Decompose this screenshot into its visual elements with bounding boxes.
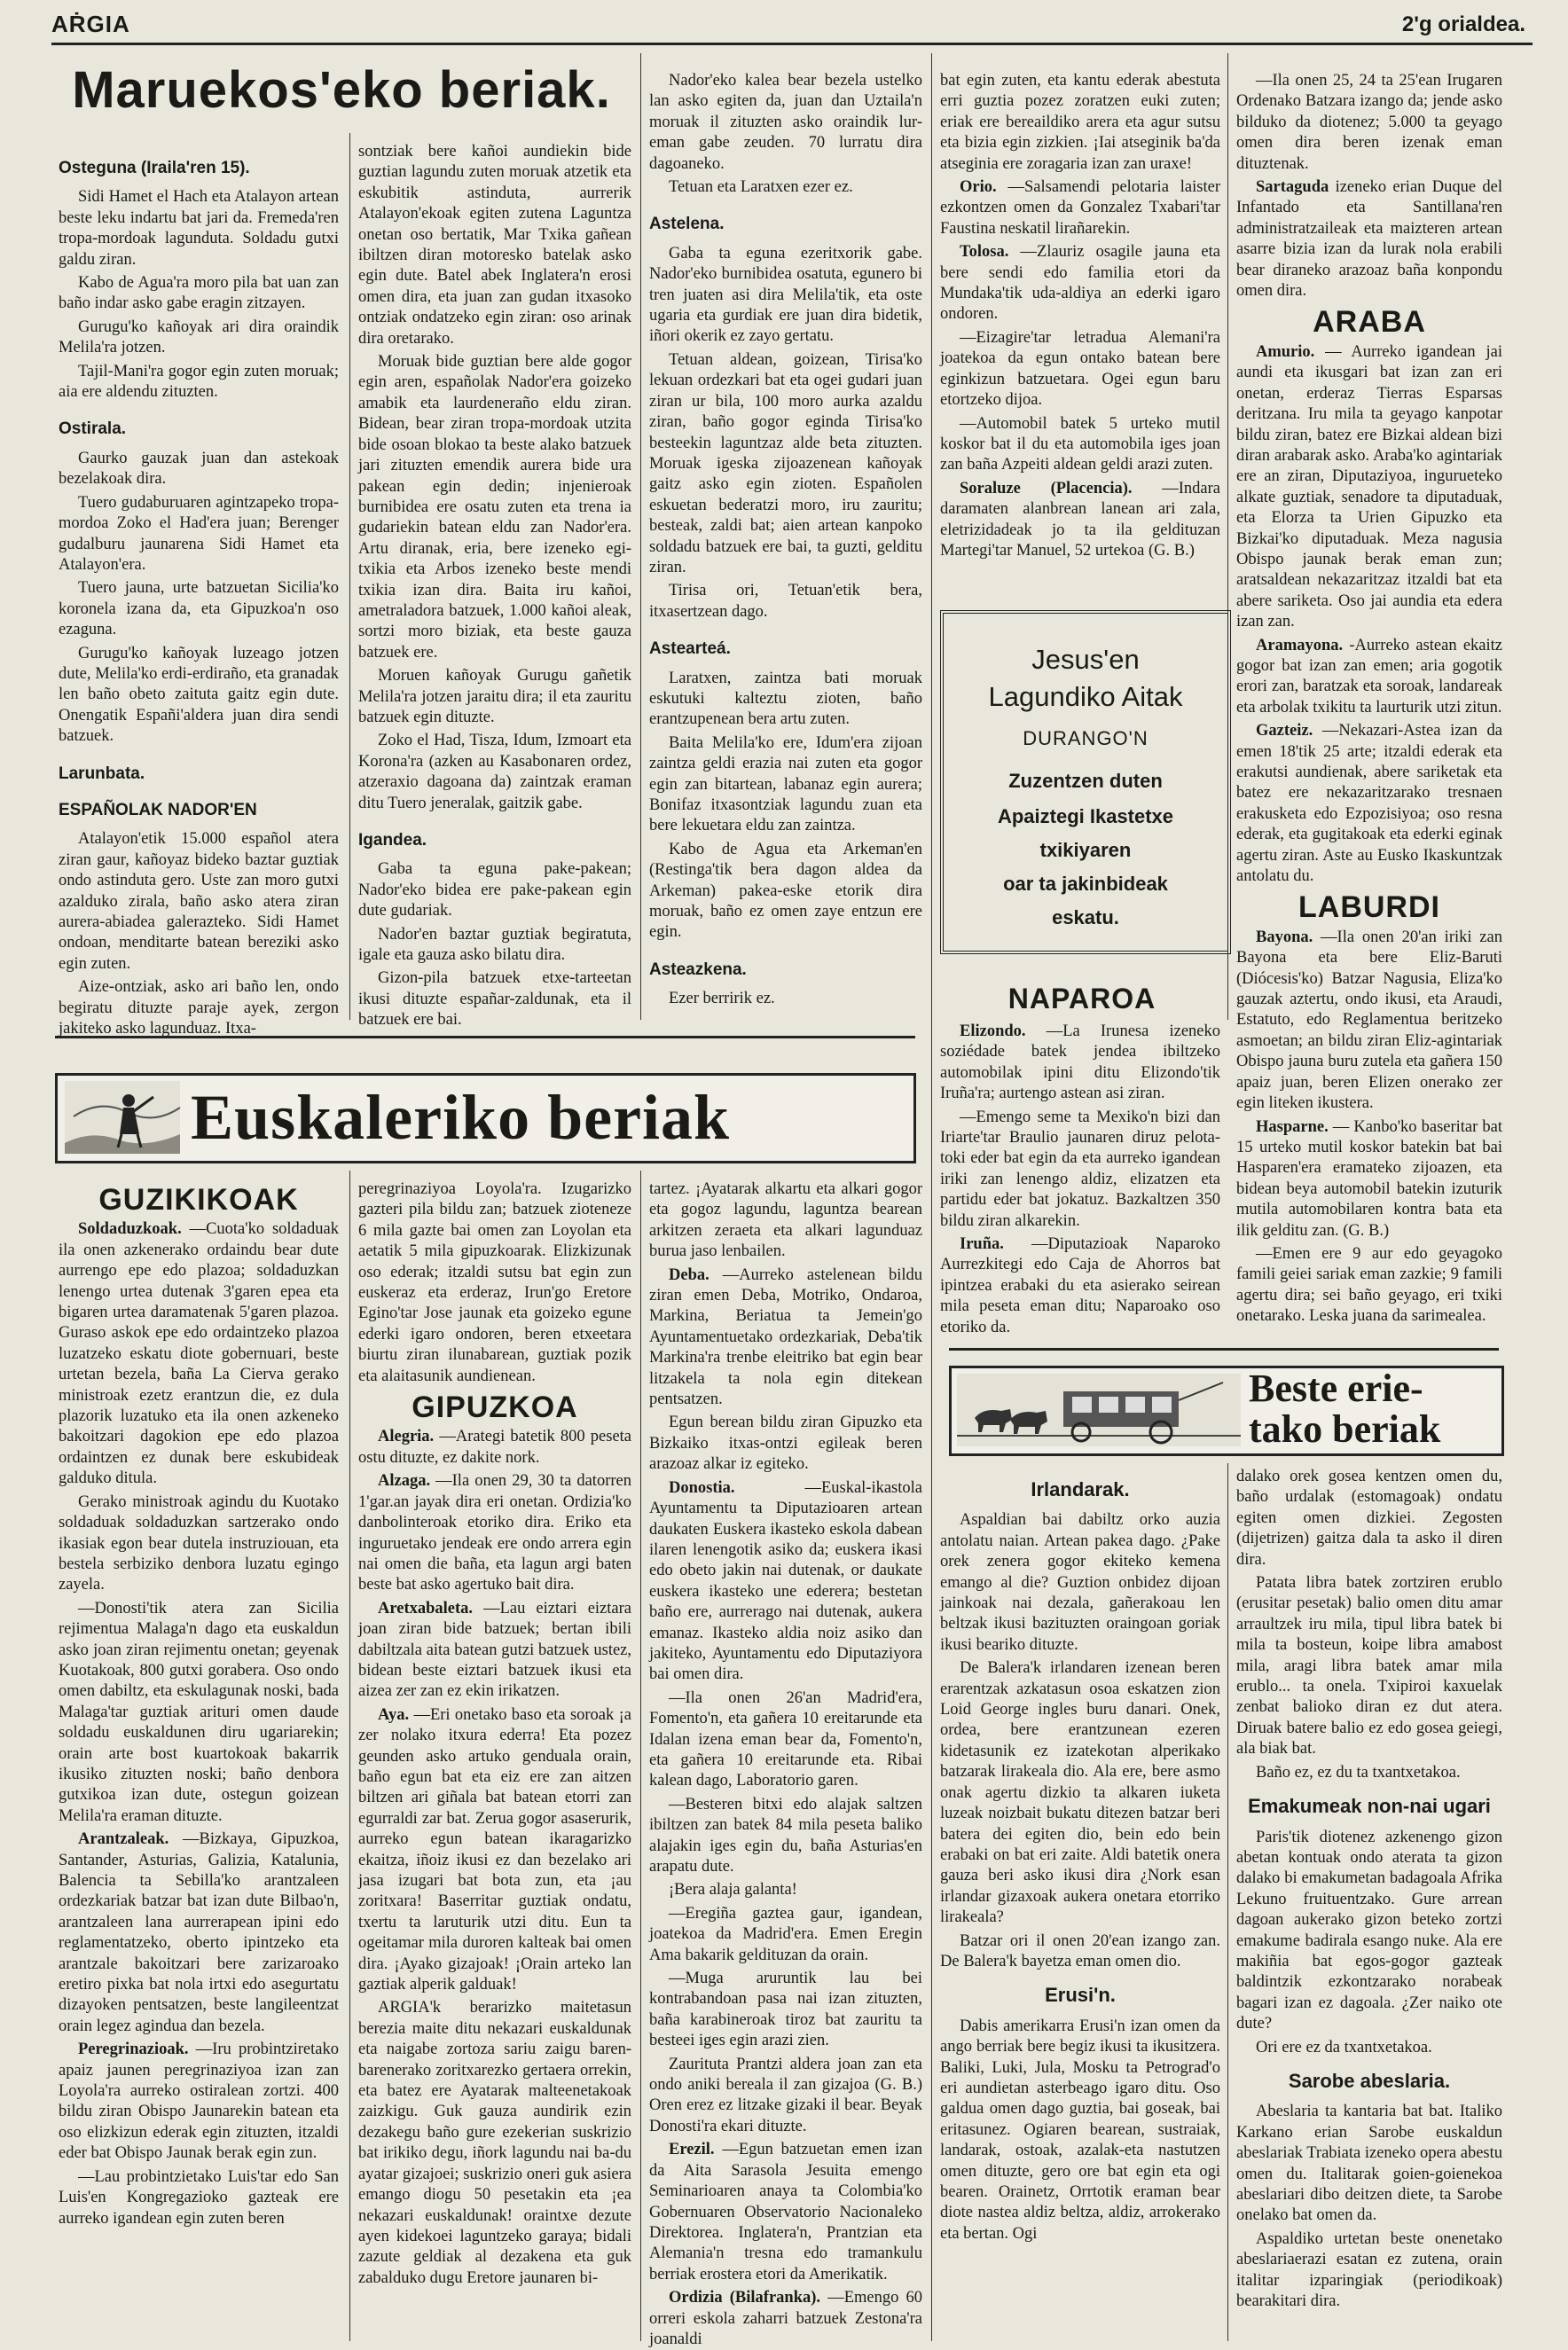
column-irlandarak <box>940 1467 1220 2341</box>
place-name: Deba. <box>669 1265 723 1284</box>
paragraph-text: tartez. ¡Ayatarak alkartu eta alkari gogor eta gogoz lagundu, laguntza bearean arkitzen zeraeta eta alkari lagunduaz burua jaso lenbailen. <box>649 1180 922 1261</box>
paragraph <box>649 1880 922 1900</box>
paragraph-text: Gizon-pila batzuek etxe-tarteetan ikusi dituzte españar-zaldunak, eta il batzuek ere bai. <box>358 969 631 1030</box>
banner-title-foreign: Beste erie- tako beriak <box>1249 1367 1441 1451</box>
paragraph <box>649 669 922 731</box>
paragraph <box>59 317 339 359</box>
paragraph <box>358 1705 631 1996</box>
subheading: Larunbata. <box>59 764 145 783</box>
paragraph <box>649 2055 922 2138</box>
paragraph <box>59 449 339 490</box>
paragraph-text: —Arategi batetik 800 peseta ostu dituzte, ez dakite nork. <box>358 1428 632 1467</box>
paragraph-text: —Euskal-ikastola Ayuntamentu ta Diputazioaren artean daukaten Euskera ikasteko eskola dabean ilaren lenengotik asiko da; euskera ikasi edo obeto jakin nai dutenak, or daukate euskera ikasteko une ederera; bestetan baño ere, aurrerago nai dutenak, aukera emanaz. Ikasteko aldia noiz asiko dan jakiteko, Ayuntamentu edo Diputaziyora bai omen dira. <box>649 1478 922 1684</box>
paragraph-text: ¡Bera alaja galanta! <box>669 1881 797 1900</box>
ad-line: DURANGO'N <box>1023 727 1149 749</box>
paragraph <box>649 1413 922 1475</box>
paragraph <box>940 242 1220 325</box>
paragraph <box>59 578 339 640</box>
paragraph-text: Batzar ori il onen 20'ean izango zan. De Balera'k bayetza eman omen dio. <box>940 1931 1220 1970</box>
paragraph-text: Nador'eko kalea bear bezela ustelko lan asko egiten da, juan dan Uztaila'n moruak il zituzten asko oraindik lur-eman gabe zeuden. 70 lurratu dira dagoaneko. <box>649 72 922 173</box>
paragraph-text: Moruak bide guztian bere alde gogor egin aren, españolak Nador'era goizeko amabik eta laurdeneraño eldu ziran. Bidean, bear ziran tropa-mordoak utzita bide osoan blokao ta beste alako batzuek jari zituzten emendik aurera bide ura pakean egin dedin; injenieroak burnibidea ere osatu zuten eta trena ia gudariekin batean eldu zan Nador'era. Artu diranak, eria, bere izeneko egi-txikia eta Arbos izeneko beste mendi txikia izan dira. Baita iru kañoi, ametraladora batzuek, 1.000 kañoi aleak, sortzi moro biziak, eta beste gauza batzuek ere. <box>358 353 631 662</box>
paragraph-text: Ori ere ez da txantxetakoa. <box>1256 2038 1432 2056</box>
paragraph <box>649 1795 922 1878</box>
paragraph <box>649 350 922 578</box>
paragraph-text: —La Irunesa izeneko soziédade batek jendea ibiltzeko automobilak ipini ditu Elizondo'tik Iruña'ra; aurtengo astean asi ziran. <box>940 1022 1220 1103</box>
region-heading-naparoa: NAPAROA <box>1007 983 1156 1014</box>
ad-line: Jesus'en <box>1031 644 1140 675</box>
place-name: Hasparne. <box>1256 1117 1333 1136</box>
paragraph <box>1236 177 1502 302</box>
page-number: 2'g orialdea. <box>1401 12 1525 36</box>
paragraph-text: —Nekazari-Astea izan da emen 18'tik 25 arte; itzaldi ederak eta erakutsi aundienak, abere sariketak eta batez ere nekazaritzarako tresnaen erakusketa edo Ezpozisiyoa; oso resna ederak, eta gugitakoak eta ederki eginak agertu ziran. Aste au Eusko Ikaskuntzak antolatu du. <box>1236 722 1503 886</box>
paragraph <box>1236 2102 1502 2226</box>
column-rule <box>349 1171 350 2341</box>
paragraph <box>649 71 922 175</box>
place-name: Iruña. <box>960 1235 1031 1254</box>
paragraph <box>1236 2229 1502 2313</box>
paragraph <box>59 1829 339 2037</box>
paragraph <box>358 1599 631 1703</box>
column-rule <box>931 53 932 2341</box>
column-2 <box>358 142 631 1030</box>
advertisement-box <box>940 610 1231 954</box>
paragraph-text: Nador'en baztar guztiak begiratuta, igale eta gauza asko bilatu dira. <box>358 925 631 965</box>
paragraph-text: —Emen ere 9 aur edo geyagoko famili geiei sariak eman zazkie; 9 famili agertu dira; sei baño geyago, eri txiki onetarako. Leska juana da sarimealea. <box>1236 1244 1502 1326</box>
ad-line: oar ta jakinbideak <box>1003 873 1168 895</box>
paragraph-text: Gurugu'ko kañoyak ari dira oraindik Melila'ra jotzen. <box>59 317 339 357</box>
paragraph <box>940 1022 1220 1105</box>
paragraph-text: —Eregiña gaztea gaur, igandean, joatekoa da Madrid'era. Emen Eregin Ama bakarik geldituzan da orain. <box>649 1904 922 1964</box>
paragraph-text: —Aurreko astelenean bildu ziran emen Deba, Motriko, Ondaroa, Markina, Beriatua ta Jemein'go Ayuntamentuetako ordezkariak, Deba'tik Markina'ra trenbe eleitriko bat egin bear litzakela ta nola egin ditekean pentsatzen. <box>649 1265 922 1409</box>
paragraph-text: Zaurituta Prantzi aldera joan zan eta ondo aniki bereala il zan gizajoa (G. B.) Oren erez ez litzake gizaki il bear. Beyak Donosti'ra ekari dituzte. <box>649 2055 922 2135</box>
region-heading: LABURDI <box>1298 890 1440 925</box>
paragraph <box>649 581 922 623</box>
paragraph <box>59 2040 339 2164</box>
section-banner <box>55 1073 916 1163</box>
paragraph <box>358 352 631 663</box>
paragraph <box>649 840 922 944</box>
column-rule <box>640 53 641 1020</box>
paragraph-text: -Aurreko astean ekaitz gogor bat izan zan emen; aria gogotik erori zan, baratzak eta soroak, landareak eta arbolak txikitu ta laurturik utzi zitun. <box>1236 636 1502 717</box>
paragraph <box>1236 2038 1502 2058</box>
column-5-top <box>1236 71 1502 1357</box>
paragraph <box>59 1599 339 1827</box>
place-name: Aya. <box>378 1705 414 1724</box>
paragraph <box>358 1179 631 1387</box>
paragraph-text: —Bizkaya, Gipuzkoa, Santander, Asturias, Galizia, Katalunia, Balencia ta Sebilla'ko arantzaleen ordezkariak batzar bat izan dute Bilbao'n, arantzaleen lana aurrerapean ipini edo reglamentatzeko, oberto ipintzeko eta arantzale bakoitzari bere zarizaroako eretiro pixka bat nola irtxi edo asegurtatu dizayoken pentsatzen, beste langileentzat orain legez agindua dan bezela. <box>59 1830 339 2035</box>
paragraph-text: —Lau eiztari eiztara joan ziran bide batzuek; bertan ibili dabiltzala aita batean gutzi batzuek ustez, bidean beste eiztari batzuek ikusi eta aizea zer zan ez ekin irikatzen. <box>358 1599 631 1701</box>
place-name: Alzaga. <box>378 1472 436 1491</box>
ad-line: Zuzentzen duten <box>1008 770 1163 792</box>
paragraph-text: Moruen kañoyak Gurugu gañetik Melila'ra jotzen jaraitu dira; il eta zauritu batzuek egin dituzte. <box>358 667 631 726</box>
paragraph <box>940 414 1220 476</box>
paragraph <box>940 1108 1220 1232</box>
paragraph-text: Gaba ta eguna ezeritxorik gabe. Nador'eko burnibidea osatuta, egunero bi tren juaten asi dira Melila'tik, eta oste ugaria eta gurdiak ere juan dira bidetik, iñori okerik ez zayo gertatu. <box>649 244 922 346</box>
subheading: Ostirala. <box>59 419 127 439</box>
paragraph-text: Kabo de Agua'ra moro pila bat uan zan baño indar asko gabe eragin zitzayen. <box>59 274 339 313</box>
place-name: Erezil. <box>669 2141 723 2159</box>
paragraph-text: Gaba ta eguna pake-pakean; Nador'eko bidea ere pake-pakean egin dute gudariak. <box>358 860 631 920</box>
paragraph-text: Tirisa ori, Tetuan'etik bera, itxasertzean dago. <box>649 582 922 621</box>
ad-line: Apaiztegi Ikastetxe <box>997 805 1174 827</box>
paragraph <box>649 2288 922 2350</box>
column-guzikikoak <box>59 1179 339 2341</box>
place-name: Tolosa. <box>960 243 1021 262</box>
paragraph-text: —Emengo 60 orreri eskola zaharri batzuek Zestona'ra joanaldi <box>649 2289 922 2348</box>
paragraph <box>1236 342 1502 633</box>
paragraph <box>649 1688 922 1792</box>
banner-title: Euskaleriko beriak <box>191 1082 731 1153</box>
region-heading: GUZIKIKOAK <box>98 1183 299 1217</box>
paragraph <box>649 1179 922 1263</box>
paragraph-text: —Iru probintziretako apaiz jaunen peregrinaziyoa izan zan Loyola'ra aurreko ostiralean zortzi. 400 bildu ziran Obispo Jaunarekin batean eta oso elizkizun ederak egin zituzten, itzaldi eder bat Obispo Jaunak berak egin zun. <box>59 2041 339 2163</box>
paragraph-text: Paris'tik diotenez azkenengo gizon abetan kontuak ondo aterata ta gizon dalako bi emakumetan badagoala Afrika Lekuno fruituentzako. Gure arrean dagoan aukerako gizon beteko zortzi emakume badirala esango nuke. Ala ere makiñia bat egos-gogor gazteak baldintzik ezkontzarako norabeak bagari izan ez dagoala. ¿Zer naiko ote dute? <box>1236 1828 1502 2033</box>
paragraph <box>1236 721 1502 887</box>
paragraph <box>59 644 339 748</box>
paragraph-text: dalako orek gosea kentzen omen du, baño urdalak (estomagoak) ondatu egiten omen dizkiei. Zegosten (dijetrizen) gaitza dala ta asko il diren dira. <box>1236 1468 1502 1569</box>
ad-line: Lagundiko Aitak <box>988 681 1183 712</box>
paragraph-text: —Diputazioak Naparoko Aurrezkitegi edo Caja de Ahorros bat ipintzea erabaki du eta asierako seirean mila peseta eman ditu; Naparoako oso etoriko da. <box>940 1235 1220 1336</box>
paragraph <box>940 1931 1220 1973</box>
paragraph <box>358 1471 631 1595</box>
place-name: Peregrinazioak. <box>78 2041 196 2059</box>
paragraph-text: Gerako ministroak agindu du Kuotako soldaduak soldaduzkan sartzerako ondo ikasiak egon bear dutela instruziouan, eta bestela serbiziko denbora luzatu egingo zayela. <box>59 1492 339 1594</box>
subheading: Astearteá. <box>649 639 731 659</box>
paragraph <box>649 1265 922 1411</box>
paragraph-text: —Ila onen 25, 24 ta 25'ean Irugaren Ordenako Batzara izango da; jende asko bilduko da diotenez; 5.000 ta geyago omen dira beren izenak eman dituztenak. <box>1236 72 1502 173</box>
paragraph <box>940 479 1220 562</box>
place-name: Aretxabaleta. <box>378 1599 484 1618</box>
paragraph <box>940 177 1220 239</box>
paragraph-text: —Eizagire'tar letradua Alemani'ra joatekoa da egun ontako batean bere eginkizun batzuetara. Ogei egun baru etortzeko dijoa. <box>940 328 1220 410</box>
paragraph <box>358 968 631 1030</box>
ad-line: txikiyaren <box>1039 839 1132 861</box>
paragraph <box>1236 1467 1502 1571</box>
subheading: Igandea. <box>358 831 427 850</box>
paragraph-text: Aize-ontziak, asko ari baño len, ondo begiratu dituzte paraje ayek, zergon jakiteko asko lagunduaz. Itxa- <box>59 978 339 1038</box>
paragraph-text: —Besteren bitxi edo alajak saltzen ibiltzen zan batek 84 mila peseta baliko alajakin iges egin du, baña Asturias'en arapatu dute. <box>649 1795 922 1876</box>
paragraph-text: —Ila onen 29, 30 ta datorren 1'gar.an jayak dira eri onetan. Ordizia'ko danbolinteroak etoriko dira. Eriko eta inguruetako jendeak ere ondo arrera egin nai omen die baña, eta lagun argi baten beste bat asko agertuko bait dira. <box>358 1472 631 1594</box>
place-name: Bayona. <box>1256 928 1321 946</box>
paragraph-text: Abeslaria ta kantaria bat bat. Italiko Karkano erian Sarobe euskaldun abeslariak Trabiata izeneko opera abestu omen du. Italitarak goien-goienekoa abeslariari dibo deitzen diete, ta Sarobe onelako bat omen da. <box>1236 2103 1502 2225</box>
region-heading: GIPUZKOA <box>412 1390 578 1425</box>
paragraph-text: —Ila onen 20'an iriki zan Bayona eta bere Eliz-Baruti (Diócesis'ko) Batzar Nagusia, Eliza'ko gauzak aztertu, ondo ikusi, eta Araudi, Estatuto, edo Reglamentua beritzeko asmoetan; an bildu ziran Eliz-agintariak Obispo jauna buru zutela eta gañera 150 apaiz juan, beren Elizen onerako zer egin liteken ikustera. <box>1236 928 1502 1113</box>
paragraph-text: Patata libra batek zortziren erublo (erusitar pesetak) balio omen ditu amar arraultzek iru mila, tipul libra batek bi mila ta bosteun, koipe libra amabost mila, aragi libra batek amar mila erublo... ta onela. Txipiroi kaxuelak zenbat balioko diran ez dut atera. Diruak batere balio ez edo gosea geiegi, ala biak bat. <box>1236 1574 1502 1759</box>
paragraph <box>649 733 922 837</box>
article-heading: Sarobe abeslaria. <box>1288 2069 1451 2092</box>
paragraph-text: Baño ez, ez du ta txantxetakoa. <box>1256 1763 1461 1782</box>
paragraph <box>1236 71 1502 175</box>
paragraph-text: Aspaldiko urtetan beste onenetako abeslariaerazi esatan ez zutena, orain italitar izparingiak (periodikoak) bearakitari dira. <box>1236 2229 1502 2311</box>
paragraph <box>358 142 631 349</box>
column-rule <box>1227 1463 1228 2341</box>
paragraph <box>1236 1117 1502 1242</box>
paragraph-text: Egun berean bildu ziran Gipuzko eta Bizkaiko itxas-ontzi egileak beren arazoaz alkar iz egiteko. <box>649 1414 922 1474</box>
paragraph-text: —Egun batzuetan emen izan da Aita Sarasola Jesuita emengo Seminarioaren anaya ta Colombia'ko Gobernuaren Observatorio Nacionaleko Direktorea. Inglatera'n, Prantzian eta Alemania'n tresna edo tramankulu berriak erostera etori da Amerikatik. <box>649 2141 922 2283</box>
paragraph-text: —Salsamendi pelotaria laister ezkontzen omen da Gonzalez Txabari'tar Faustina neskatil lirañarekin. <box>940 178 1220 238</box>
paragraph-text: —Lau probintzietako Luis'tar edo San Luis'en Kongregazioko gazteak ere aurreko igandean egin zuten beren <box>59 2167 339 2228</box>
place-name: Gazteiz. <box>1256 722 1322 740</box>
stagecoach-illustration-icon <box>957 1374 1241 1446</box>
paragraph <box>940 2017 1220 2244</box>
paragraph-text: Kabo de Agua eta Arkeman'en (Restinga'tik bera dagon aldea da Arkeman) pakea-eske etorik dira moruak, baño ez omen zaye entzun ere egin. <box>649 840 922 942</box>
paragraph <box>59 273 339 315</box>
paragraph <box>59 1219 339 1489</box>
paragraph-text: —Indara daramaten alanbrean lanean ari zala, eletrizidadeak jo ta ila geldituzan Martegi'tar Manuel, 52 urtekoa (G. B.) <box>940 479 1220 560</box>
paragraph-text: —Muga aruruntik lau bei kontrabandoan pasa nai izan zituzten, baña karabineroak tiroz bat zauritu ta besteei iges egin arazi zien. <box>649 1970 922 2050</box>
paragraph <box>649 989 922 1009</box>
paragraph <box>59 1492 339 1596</box>
paragraph <box>358 859 631 921</box>
paragraph-text: —Cuota'ko soldaduak ila onen azkenerako ordaindu bear dute aurrengo epe edo plazoa; soldaduzkan lenengo urtea dutenak 3'garen epea eta bigaren urtea daramatenak 5'garen plazoa. Guraso askok epe edo ordaintzeko plazoa luzatzeko eskatu diote gobernuari, beste urtetan bezela, baña La Cierva gerako ministroak ezetz erantzun die, ez dula plazorik luzatuko eta ila onen azkeneko bakoitzari dagokion epe edo plazoa ordaintzen ez dunak bere eskubideak galduko ditula. <box>59 1220 339 1488</box>
masthead-name: AṘGIA <box>51 11 130 37</box>
paragraph <box>940 1510 1220 1656</box>
paragraph-text: Dabis amerikarra Erusi'n izan omen da ango berriak bere begiz ikusi ta ikusitzera. Baliki, Luki, Jula, Mosku ta Petrograd'o eri aundietan asterbeago igaro ditu. Oso galdua omen dago guztia, bai goseak, bai eritasunez. Ogiaren bearean, sustraiak, landarak, ostoak, azalak-eta nastutzen omen dituzte, gero ore bat egin eta ogi bearen. Orainetz, Orrtotik eraman bear diote nastea aldiz beltza, aldiz, arrokerako eta bertan. Ogi <box>940 2017 1220 2243</box>
paragraph-text: —Donosti'tik atera zan Sicilia rejimentua Malaga'n dago eta euskaldun asko joan ziran rejimentu onetan; geyenak Kuotakoak, 800 gutxi gorabera. Oso ondo omen dabiltz, eta eskulagunak noski, bada Malaga'tar guztiak arituri omen daude soldadu euskaldunen diru ugariarekin; orain arte bost kuartokoak bakarrik ikusiko zituzten noski; baño denbora gutxikoa izan dute, ostegun goizean Melila'ra eraman dituzte. <box>59 1599 339 1825</box>
subheading: Osteguna (Iraila'ren 15). <box>59 159 250 177</box>
paragraph <box>1236 636 1502 719</box>
place-name: Aramayona. <box>1256 636 1350 654</box>
place-name: Soraluze (Placencia). <box>960 479 1163 497</box>
farmer-illustration-icon <box>65 1081 180 1154</box>
column-4-bottom <box>940 1022 1220 1350</box>
paragraph-text: —Ila onen 26'an Madrid'era, Fomento'n, eta gañera 10 ereitarunde eta Idalan izena eman bear da, Fomento'n, eta gañera 10 ereitarunde eta. Ribai kalean dago, Laboratorio garen. <box>649 1688 922 1790</box>
paragraph <box>59 362 339 403</box>
paragraph <box>940 1234 1220 1338</box>
paragraph-text: Sidi Hamet el Hach eta Atalayon artean beste leku indartu bat jari da. Fremeda'ren tropa-mordoak lagunduta. Soldadu gutxi galdu ziran. <box>59 188 339 269</box>
column-3 <box>649 71 922 1020</box>
paragraph <box>649 244 922 348</box>
paragraph <box>59 187 339 270</box>
column-4-top <box>940 71 1220 603</box>
column-gipuzkoa <box>358 1179 631 2341</box>
paragraph <box>59 493 339 576</box>
paragraph-text: Tajil-Mani'ra gogor egin zuten moruak; aia ere aldendu zituzten. <box>59 362 339 402</box>
paragraph <box>1236 1244 1502 1328</box>
paragraph-text: izeneko erian Duque del Infantado eta Santillana'ren administratzaileak eta maizteren artean asarre bizia izan da lurak nola erabili bear diraneko arazoaz baña konpondu omen dira. <box>1236 178 1502 301</box>
column-rule <box>349 133 350 1020</box>
paragraph <box>1236 1573 1502 1760</box>
place-name: Alegria. <box>378 1428 440 1446</box>
place-name: Sartaguda <box>1256 178 1336 197</box>
paragraph <box>59 829 339 975</box>
section-banner-foreign <box>949 1366 1504 1456</box>
header-rule <box>51 43 1533 45</box>
place-name: Elizondo. <box>960 1022 1047 1040</box>
paragraph-text: sontziak bere kañoi aundiekin bide guztian lagundu zuten moruak atzetik eta eskubitik astinduta, aurrerik Atalayon'ekoak egiten zutena Laguntza onetan oso bertatik, Mar Txika gañean ibiltzen diran motoresko batelak asko egin dute. Batel abek Inglatera'n erosi omen dira, eta juan zan gudan itxasoko ontziak ondatzeko egin ziran: oso arinak dira oretarako. <box>358 143 631 348</box>
place-name: Soldaduzkoak. <box>78 1220 190 1239</box>
paragraph <box>358 925 631 967</box>
subheading: Astelena. <box>649 215 725 234</box>
paragraph-text: — Kanbo'ko baseritar bat 15 urteko mutil koskor batekin bat bai Hasparen'era eramateko zijoazen, eta bidean beya automobil batekin izuturik mutila automobilaren kontra bata eta ilik gelditu zan. (G. B.) <box>1236 1117 1502 1240</box>
paragraph <box>59 977 339 1039</box>
paragraph-text: —Zlauriz osagile jauna eta bere sendi edo familia etori da Mundaka'tik uda-aldiya an ederki igaro ondoren. <box>940 243 1220 324</box>
paragraph <box>358 731 631 814</box>
article-heading: Erusi'n. <box>1045 1984 1116 2007</box>
paragraph-text: —Automobil batek 5 urteko mutil koskor bat il du eta automobila iges joan zan baña Azpeiti aldean geldi arazi zuten. <box>940 414 1220 474</box>
paragraph-text: ARGIA'k berarizko maitetasun berezia maite ditu nekazari euskaldunak eta naigabe zortoza sariu zaigu baren-barenerako zoritxarezko gertaera orrekin, eta batez ere Ayatarak malteenetakoak zaizkigu. Guk gauza aundirik ezin dezakegu baño gure ezekerian suskrizio bat irikiko degu, iñork lagundu nai ba-du ayatar gizajoei; suskrizio oneri guk asiera emango diogu 50 pesetakin eta ¡ea nekazari euskaldunak! oraintxe dezute ayen kidekoei laguntzeko garaya; bidali zazute geldiak al dezakena eta guk zabalduko dugu Eretore jaunaren bi- <box>358 1999 631 2287</box>
paragraph <box>59 2167 339 2229</box>
paragraph-text: —Eri onetako baso eta soroak ¡a zer nolako itxura ederra! Eta pozez geunden asko artuko genduala orain, baño egun bat eta eiz ere zan aitzen biltzen ari giñala bat batean etorri zan egurraldi zar bat. Zerua gogor asaserurik, aurreko egun batean ikaragarizko ekaitza, iñoiz ikusi ez dan bezelako ari jasa izugari bat bota zun, eta ¡au zoritxara! Baserritar guztiak ondatu, txertu ta laruturik utzi ditu. Eun ta ogeitamar mila duroren kalteak bai omen dira. ¡Ayako gizajoak! ¡Orain arteko lan gaztiak alperik galduak! <box>358 1705 631 1994</box>
paragraph-text: Laratxen, zaintza bati moruak eskutuki kalteztu zioten, baño erantzupenean bera artu zuten. <box>649 669 922 729</box>
paragraph-text: Gaurko gauzak juan dan astekoak bezelakoak dira. <box>59 449 339 489</box>
article-heading: Irlandarak. <box>1031 1478 1130 1500</box>
ad-line: eskatu. <box>1052 906 1119 928</box>
paragraph <box>940 71 1220 175</box>
paragraph-text: De Balera'k irlandaren izenean beren erarentzak azkatasun osoa eskatzen zion Loid George ingles buru danari. Onek, ordea, bere erantzunean ezeren kidetasunik ez izatekotan alperikako batzarak lirakeala dio. Ala ere, bere asmo onak agertu dizkio ta alkaren iuketa luzeak noizbait bukatu ditezen batzar beri batera dei egiten dio, bein edo bein erabaki on bat eri zaite. Aldi batetik onera gauza beri asko ikusi dira ¿Nork esan irlandar gizaxoak aukera onetara etorriko lirakeala? <box>940 1659 1220 1927</box>
paragraph <box>358 1998 631 2289</box>
paragraph <box>649 1969 922 2052</box>
paragraph-text: — Aurreko igandean jai aundi eta ikusgari bat izan zan eri onetan, erderaz Tierras Esparsas deritzana. Iru mila ta geyago kanpotar bildu ziran, batez ere Bizkai aldean bizi diran arabarak asko. Araba'ko agintariak ere an ziran, Diputaziyoa, ingurueteko alkate guztiak, senadore ta diputaduak, eta Elorza ta Urien Gipuzko eta Bizkai'ko diputaduak. Meza nagusia Obispo jaunak berak eman zun; aratsaldean nekazaritzaz itzaldi bat eta abere sariketa. Oso jai aundia eta edera izan zan. <box>1236 342 1502 631</box>
paragraph <box>358 666 631 728</box>
paragraph <box>649 2140 922 2285</box>
subheading: ESPAÑOLAK NADOR'EN <box>59 800 257 819</box>
place-name: Donostia. <box>669 1478 805 1497</box>
paragraph <box>940 1658 1220 1928</box>
paragraph-text: Atalayon'etik 15.000 español atera ziran gaur, kañoyaz bideko baztar guztiak ondo astinduta gero. Uste zan moro gutxi azalduko zirala, baño asko atera ziran aurera-abiadea galerazteko. Sidi Hamet ondoan, menditarte batean bereziki asko egin zuten. <box>59 830 339 973</box>
column-1 <box>59 142 339 1038</box>
paragraph-text: Baita Melila'ko ere, Idum'era zijoan zaintza geldi erazia nai zuten eta gogor egin zan bitartean, labanaz egin aurera; Bonifaz itxasontziak lagundu zuan eta bere lekuetara eldu zan zaintza. <box>649 733 922 835</box>
column-rule <box>640 1171 641 2341</box>
place-name: Orio. <box>960 178 1008 197</box>
headline-maruekos: Maruekos'eko beriak. <box>72 61 611 119</box>
paragraph <box>1236 928 1502 1115</box>
place-name: Ordizia (Bilafranka). <box>669 2289 828 2307</box>
paragraph-text: peregrinaziyoa Loyola'ra. Izugarizko gazteri pila bildu zan; batzuek zioteneze 6 mila gazte bai omen zan Loyolan eta aetatik 5 mila gipuzkoarak. Elizkizunak oso ederak; itzaldi sutsu bat egin zun euskeraz eta erderaz, Irun'go Eretore Egino'tar Jose jaunak eta goizeko egune ederki igaro ondoren, beren etxeetara biurtu ziran ilunabarean, guztiak pozik eta alaitasunik aundienean. <box>358 1180 631 1385</box>
paragraph-text: Tetuan eta Laratxen ezer ez. <box>669 178 853 197</box>
paragraph <box>940 328 1220 411</box>
paragraph-text: Tuero jauna, urte batzuetan Sicilia'ko koronela izana da, eta Gipuzkoa'n oso ezaguna. <box>59 579 339 639</box>
paragraph-text: bat egin zuten, eta kantu ederak abestuta erri guztia pozez zoratzen euki zuten; eriak ere bereaildiko arera eta agur sutsu eta bizia egin zizkien. ¡Iai atseginik ba'da atseginia ere zoragaria izan zan uraxe! <box>940 72 1220 173</box>
paragraph <box>1236 1763 1502 1783</box>
place-name: Arantzaleak. <box>78 1830 183 1849</box>
region-heading: ARABA <box>1313 305 1426 340</box>
paragraph <box>649 177 922 198</box>
paragraph <box>358 1427 631 1469</box>
paragraph-text: —Emengo seme ta Mexiko'n bizi dan Iriarte'tar Braulio jaunaren diruz pelota-toki eder bat egin da eta aurreko igandean iriki zan lenengo aldiz, elizatzen eta partidu eder bat jokatuz. Bazkaltzen 350 bildu ziran alkarekin. <box>940 1108 1220 1230</box>
paragraph-text: Gurugu'ko kañoyak luzeago jotzen dute, Melila'ko erdi-erdiraño, eta granadak len baño obeto zaituta gaitz egin dute. Onengatik Españi'aldera juan dira sendi batzuek. <box>59 644 339 746</box>
paragraph <box>649 1478 922 1686</box>
paragraph-text: Aspaldian bai dabiltz orko auzia antolatu naian. Artean pakea dago. ¿Pake orek zenera gogor ekiteko kemena emango al die? Guztion onbidez dijoan jainkoak nai dezala, gañerakoau len beltzak ikusi bazituzten oraingoan goriak ikusi beariko dituzte. <box>940 1511 1220 1654</box>
column-3-bottom <box>649 1179 922 2348</box>
column-5-bottom <box>1236 1467 1502 2341</box>
article-heading: Emakumeak non-nai ugari <box>1248 1795 1491 1818</box>
paragraph-text: Tuero gudaburuaren agintzapeko tropa-mordoa Zoko el Had'era juan; Berenger gudalburu jaunarena Sidi Hamet eta Atalayon'era. <box>59 493 339 574</box>
paragraph-text: Zoko el Had, Tisza, Idum, Izmoart eta Korona'ra (azken au Kasabonaren ordez, atzeraxio dagoana da) zaintzak eraman ditu Tuero jeneralak, gaitzik gabe. <box>358 732 631 812</box>
place-name: Amurio. <box>1256 342 1326 361</box>
paragraph <box>649 1904 922 1966</box>
paragraph-text: Tetuan aldean, goizean, Tirisa'ko lekuan ordezkari bat eta ogei gudari juan ziran ur bila, 100 moro aurka azaldu ziran, baño gogor eginda Tirisa'ko besteekin laguntzaz alde beta zituzten. Moruak igeska zijoazenean kañoyak gaitz asko egin zioten. Españolen eskuetan bederatzi moro, iru zauritu; besteak, zaldi bat; aien artean kanpoko soldadu batzuek ere bai, ta guzti, gelditu ziran. <box>649 350 922 576</box>
paragraph <box>1236 1828 1502 2035</box>
paragraph-text: Ezer berririk ez. <box>669 990 775 1008</box>
subheading: Asteazkena. <box>649 960 747 979</box>
